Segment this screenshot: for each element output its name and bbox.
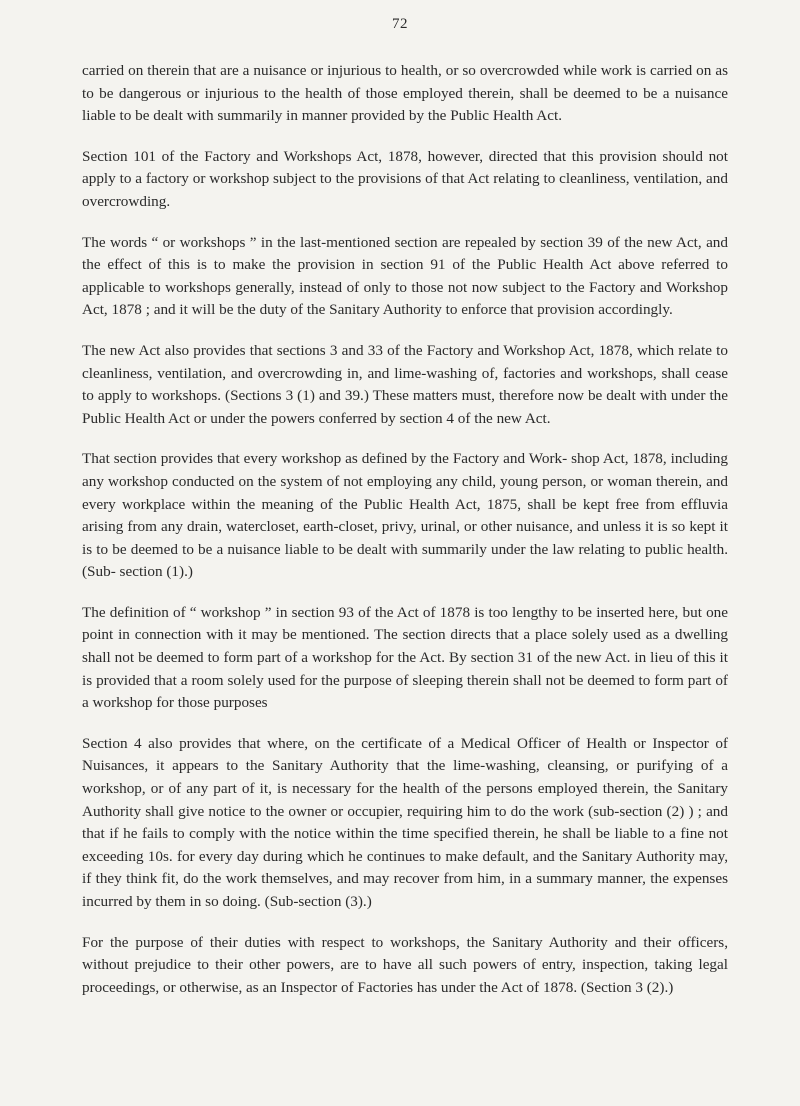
paragraph-5: That section provides that every workshop as defined by the Factory and Work- shop Act, 1878, including any workshop conducted on the system of not employing any child, young person, or woman therein, and every workplace within the meaning of the Public Health Act, 1875, shall be kept free from effluvia arising from any drain, watercloset, earth-closet, privy, urinal, or other nuisance, and unless it is so kept it is to be deemed to be a nuisance liable to be dealt with summarily under the law relating to public health. (Sub- section (1).) [82, 450, 728, 581]
paragraph-7: Section 4 also provides that where, on the certificate of a Medical Officer of Health or Inspector of Nuisances, it appears to the Sanitary Authority that the lime-washing, cleansing, or purifying of a workshop, or of any part of it, is necessary for the health of the persons employed therein, the Sanitary Authority shall give notice to the owner or occupier, requiring him to do the work (sub-section (2) ) ; and that if he fails to comply with the notice within the time specified therein, he shall be liable to a fine not exceeding 10s. for every day during which he continues to make default, and the Sanitary Authority may, if they think fit, do the work themselves, and may recover from him, in a summary manner, the expenses incurred by them in so doing. (Sub-section (3).) [82, 734, 728, 910]
paragraph-6: The definition of “ workshop ” in section 93 of the Act of 1878 is too lengthy to be inserted here, but one point in connection with it may be mentioned. The section directs that a place solely used as a dwelling shall not be deemed to form part of a workshop for the Act. By section 31 of the new Act. in lieu of this it is provided that a room solely used for the purpose of sleeping therein shall not be deemed to form part of a workshop for those purposes [82, 603, 728, 712]
paragraph-8: For the purpose of their duties with respect to workshops, the Sanitary Authority and their officers, without prejudice to their other powers, are to have all such powers of entry, inspection, taking legal proceedings, or otherwise, as an Inspector of Factories has under the Act of 1878. (Section 3 (2).) [82, 933, 728, 996]
paragraph-4: The new Act also provides that sections 3 and 33 of the Factory and Workshop Act, 1878, which relate to cleanliness, ventilation, and overcrowding in, and lime-washing of, factories and workshops, shall cease to apply to workshops. (Sections 3 (1) and 39.) These matters must, therefore now be dealt with under the Public Health Act or under the powers conferred by section 4 of the new Act. [82, 341, 728, 427]
paragraph-1: carried on therein that are a nuisance or injurious to health, or so overcrowded while work is carried on as to be dangerous or injurious to the health of those employed therein, shall be deemed to be a nuisance liable to be dealt with summarily in manner provided by the Public Health Act. [82, 62, 728, 125]
page-number: 72 [392, 16, 408, 32]
paragraph-2: Section 101 of the Factory and Workshops Act, 1878, however, directed that this provision should not apply to a factory or workshop subject to the provisions of that Act relating to cleanliness, ventilation, and overcrowding. [82, 147, 728, 210]
paragraph-3: The words “ or workshops ” in the last-mentioned section are repealed by section 39 of the new Act, and the effect of this is to make the provision in section 91 of the Public Health Act above referred to applicable to workshops generally, instead of only to those not now subject to the Factory and Workshop Act, 1878 ; and it will be the duty of the Sanitary Authority to enforce that provision accordingly. [82, 233, 728, 319]
document-body [82, 60, 728, 1017]
